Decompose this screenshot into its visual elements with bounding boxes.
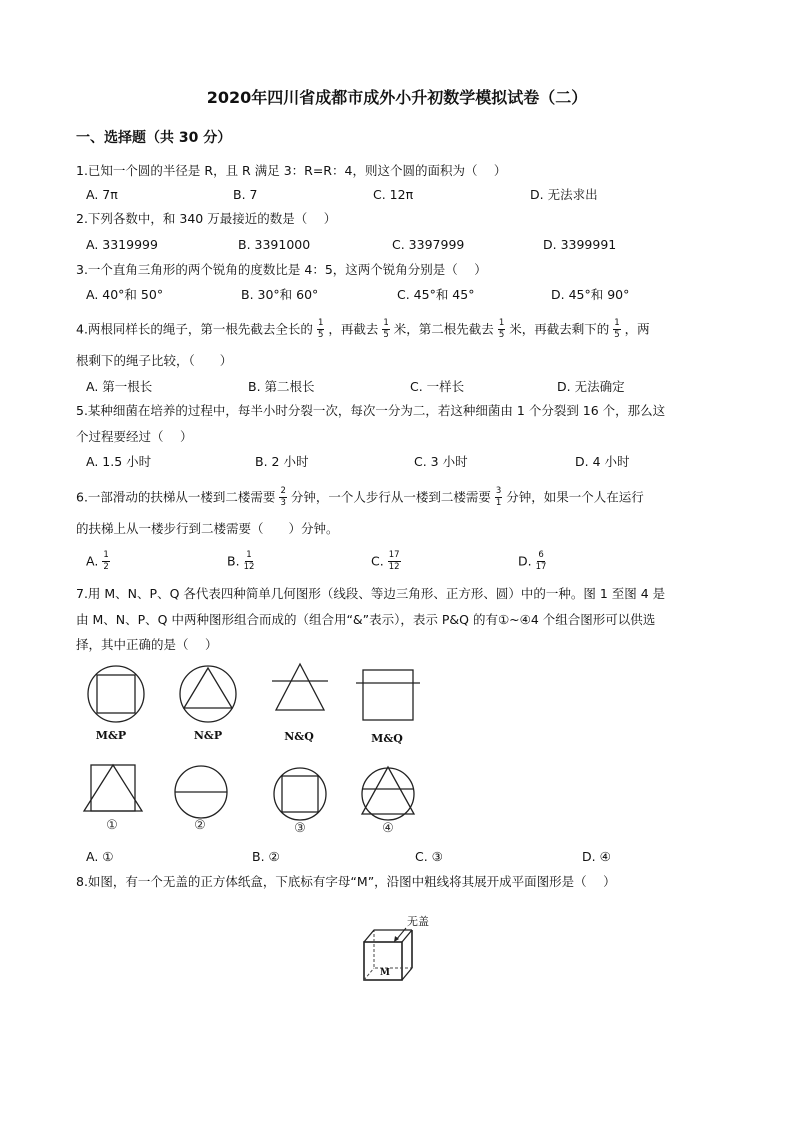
choice-figure-square-triangle xyxy=(82,762,144,814)
figure-triangle-line xyxy=(270,660,330,716)
question-4-option-b[interactable]: B. 第二根长 xyxy=(248,379,315,394)
question-3-option-a[interactable]: A. 40°和 50° xyxy=(86,287,164,302)
question-3-option-d[interactable]: D. 45°和 90° xyxy=(551,287,630,302)
question-1-option-b[interactable]: B. 7 xyxy=(233,187,258,202)
question-5-option-b[interactable]: B. 2 小时 xyxy=(255,454,309,469)
question-2-option-a[interactable]: A. 3319999 xyxy=(86,237,158,252)
question-7-option-c[interactable]: C. ③ xyxy=(415,849,443,864)
question-5-text: 5.某种细菌在培养的过程中，每半小时分裂一次，每次一分为二，若这种细菌由 1 个分裂到 16 个，那么这 xyxy=(76,403,666,418)
fraction: $\frac{1}{5}$ xyxy=(498,318,505,340)
question-5-option-d[interactable]: D. 4 小时 xyxy=(575,454,630,469)
fraction: $\frac{17}{12}$ xyxy=(388,550,400,572)
question-3-option-b[interactable]: B. 30°和 60° xyxy=(241,287,319,302)
question-3-text: 3.一个直角三角形的两个锐角的度数比是 4：5，这两个锐角分别是（ ） xyxy=(76,262,487,277)
question-2-option-c[interactable]: C. 3397999 xyxy=(392,237,465,252)
question-1-option-c[interactable]: C. 12π xyxy=(373,187,414,202)
figure-label-4: M&Q xyxy=(371,732,403,745)
choice-figure-circle-triangle-line xyxy=(358,764,418,822)
question-6-text: 6.一部滑动的扶梯从一楼到二楼需要 $\frac{2}{3}$ 分钟，一个人步行从一楼到二楼需要 $\frac{3}{1}$ 分钟，如果一个人在运行 xyxy=(76,486,644,508)
page-title: 2020年四川省成都市成外小升初数学模拟试卷（二） xyxy=(206,88,588,107)
question-2-text: 2.下列各数中，和 340 万最接近的数是（ ） xyxy=(76,211,337,226)
question-7-text: 7.用 M、N、P、Q 各代表四种简单几何图形（线段、等边三角形、正方形、圆）中的一种。图 1 至图 4 是 xyxy=(76,586,666,601)
question-7-option-b[interactable]: B. ② xyxy=(252,849,280,864)
question-4-text: 4.两根同样长的绳子，第一根先截去全长的 $\frac{1}{5}$ ，再截去 $\frac{1}{5}$ 米，第二根先截去 $\frac{1}{5}$ 米，再截去剩下的 $\frac{1}{5}$ ，两 xyxy=(76,318,650,340)
question-1-text: 1.已知一个圆的半径是 R，且 R 满足 3：R=R：4，则这个圆的面积为（ ） xyxy=(76,163,507,178)
question-8-text: 8.如图，有一个无盖的正方体纸盒，下底标有字母“M”，沿图中粗线将其展开成平面图形是（ ） xyxy=(76,874,616,889)
question-3-option-c[interactable]: C. 45°和 45° xyxy=(397,287,475,302)
choice-label-3: ③ xyxy=(294,821,306,836)
question-7-option-d[interactable]: D. ④ xyxy=(582,849,611,864)
question-5-option-a[interactable]: A. 1.5 小时 xyxy=(86,454,152,469)
fraction: $\frac{1}{2}$ xyxy=(103,550,109,572)
figure-label-3: N&Q xyxy=(284,730,314,743)
figure-circle-triangle xyxy=(178,664,238,724)
figure-letter-m: M xyxy=(380,968,390,978)
fraction: $\frac{2}{3}$ xyxy=(280,486,286,508)
figure-label-2: N&P xyxy=(193,729,223,742)
question-6-option-c[interactable]: C. $\frac{17}{12}$ xyxy=(371,550,400,572)
fraction: $\frac{6}{17}$ xyxy=(535,550,547,572)
question-5-option-c[interactable]: C. 3 小时 xyxy=(414,454,468,469)
fraction: $\frac{1}{5}$ xyxy=(383,318,389,340)
fraction: $\frac{3}{1}$ xyxy=(495,486,502,508)
fraction: $\frac{1}{12}$ xyxy=(243,550,255,572)
choice-figure-circle-line xyxy=(173,764,229,820)
choice-label-2: ② xyxy=(194,818,206,833)
question-1-option-d[interactable]: D. 无法求出 xyxy=(530,187,598,202)
question-4-text-line2: 根剩下的绳子比较，（ ） xyxy=(76,353,233,368)
question-2-option-d[interactable]: D. 3399991 xyxy=(543,237,617,252)
fraction: $\frac{1}{5}$ xyxy=(614,318,620,340)
section-heading: 一、选择题（共 30 分） xyxy=(76,130,232,146)
choice-label-4: ④ xyxy=(382,821,394,836)
question-2-option-b[interactable]: B. 3391000 xyxy=(238,237,311,252)
figure-label-1: M&P xyxy=(95,729,127,742)
question-1-option-a[interactable]: A. 7π xyxy=(86,187,118,202)
figure-note-no-lid: 无盖 xyxy=(407,915,429,928)
question-5-text-line2: 个过程要经过（ ） xyxy=(76,429,193,444)
question-6-text-line2: 的扶梯上从一楼步行到二楼需要（ ）分钟。 xyxy=(76,521,339,536)
question-7-text-line2: 由 M、N、P、Q 中两种图形组合而成的（组合用“&”表示），表示 P&Q 的有①~④4 个组合图形可以供选 xyxy=(76,612,656,627)
question-7-option-a[interactable]: A. ① xyxy=(86,849,114,864)
figure-circle-square xyxy=(86,664,146,724)
choice-figure-circle-square xyxy=(272,766,328,822)
question-6-option-b[interactable]: B. $\frac{1}{12}$ xyxy=(227,550,255,572)
question-6-option-a[interactable]: A. $\frac{1}{2}$ xyxy=(86,550,109,572)
question-6-option-d[interactable]: D. $\frac{6}{17}$ xyxy=(518,550,547,572)
question-4-option-d[interactable]: D. 无法确定 xyxy=(557,379,625,394)
question-4-option-c[interactable]: C. 一样长 xyxy=(410,379,465,394)
question-7-text-line3: 择，其中正确的是（ ） xyxy=(76,637,218,652)
question-4-option-a[interactable]: A. 第一根长 xyxy=(86,379,153,394)
fraction: $\frac{1}{5}$ xyxy=(317,318,324,340)
figure-square-line xyxy=(354,666,422,722)
choice-label-1: ① xyxy=(106,818,118,833)
